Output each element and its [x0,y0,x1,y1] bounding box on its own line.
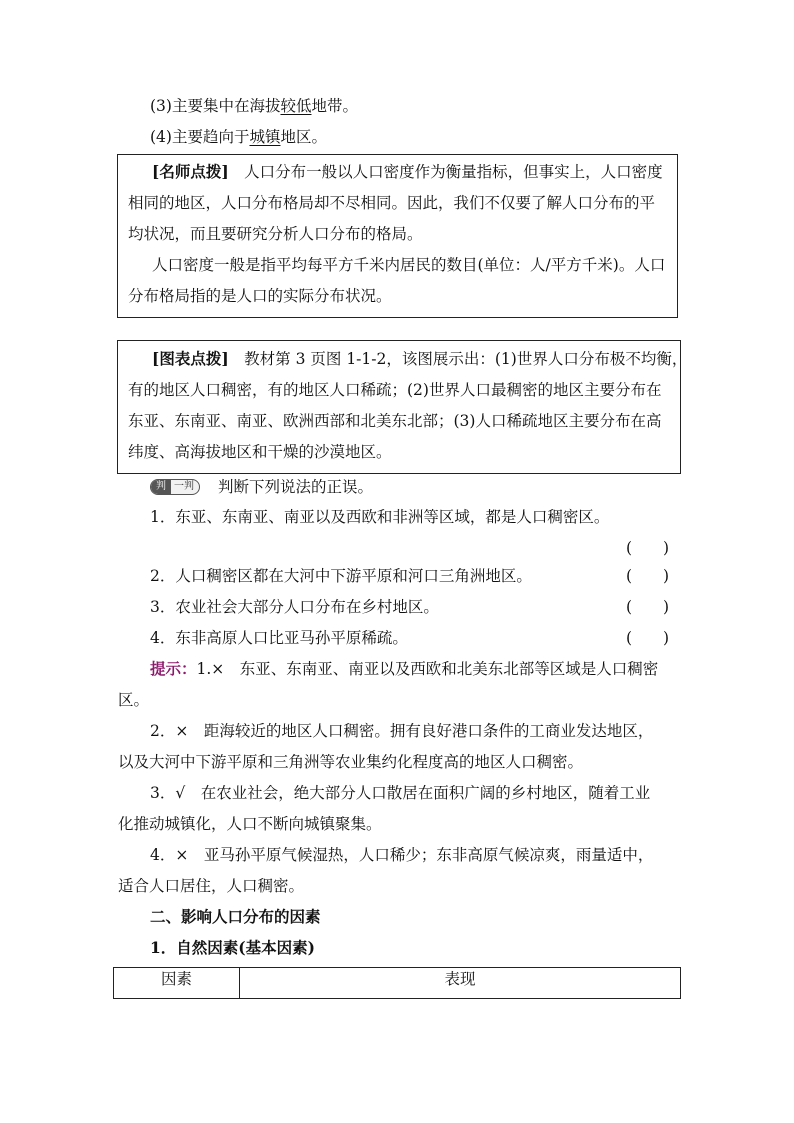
summary-item-3-text: (3)主要集中在海拔 [150,97,281,115]
summary-item-4-text: (4)主要趋向于 [150,128,250,146]
chart-tip-line-1 [152,349,687,369]
teacher-tip-box [117,154,678,318]
summary-item-4-end: 地区。 [280,128,327,146]
answer-1-line-2: 区。 [118,691,150,709]
factor-table [113,967,681,999]
chart-tip-line-2: 有的地区人口稠密，有的地区人口稀疏；(2)世界人口最稠密的地区主要分布在 [128,381,662,399]
chart-tip-text-1: 教材第 3 页图 1-1-2，该图展示出：(1)世界人口分布极不均衡， [228,350,688,368]
answer-4-line-1: 4．× 亚马孙平原气候湿热，人口稀少；东非高原气候凉爽，雨量适中， [150,846,654,864]
hint-label: 提示： [150,659,197,678]
judge-badge-text: 一判 [174,481,194,492]
judge-question-4: 4．东非高原人口比亚马孙平原稀疏。 [150,629,408,647]
judge-question-3: 3．农业社会大部分人口分布在乡村地区。 [150,598,439,616]
judge-answer-blank-1: ( ) [626,539,670,557]
answer-4-line-2: 适合人口居住，人口稠密。 [118,877,305,895]
judge-answer-blank-2: ( ) [626,567,670,585]
judge-question-1: 1．东亚、东南亚、南亚以及西欧和非洲等区域，都是人口稠密区。 [150,508,610,526]
summary-item-3-keyword: 较低 [280,97,312,115]
summary-item-4 [150,127,327,147]
teacher-tip-line-5: 分布格局指的是人口的实际分布状况。 [128,287,392,305]
judge-question-2: 2．人口稠密区都在大河中下游平原和河口三角洲地区。 [150,567,532,585]
answer-3-line-1: 3．√ 在农业社会，绝大部分人口散居在面积广阔的乡村地区，随着工业 [150,784,651,802]
answer-2-line-1: 2．× 距海较近的地区人口稠密。拥有良好港口条件的工商业发达地区， [150,722,654,740]
answer-1-line-1 [150,659,658,679]
answer-2-line-2: 以及大河中下游平原和三角洲等农业集约化程度高的地区人口稠密。 [118,753,584,771]
section-subheading: 1．自然因素(基本因素) [150,938,315,957]
teacher-tip-line-4: 人口密度一般是指平均每平方千米内居民的数目(单位：人/平方千米)。人口 [152,256,666,274]
answer-3-line-2: 化推动城镇化，人口不断向城镇聚集。 [118,815,382,833]
table-header-factor: 因素 [114,968,240,999]
teacher-tip-line-2: 相同的地区，人口分布格局却不尽相同。因此，我们不仅要了解人口分布的平 [128,194,656,212]
table-header-row [114,968,681,999]
judge-intro: 判断下列说法的正误。 [218,478,374,496]
summary-item-3 [150,96,358,116]
answer-1-text: 1.× 东亚、东南亚、南亚以及西欧和北美东北部等区域是人口稠密 [196,660,659,678]
summary-item-3-end: 地带。 [311,97,358,115]
summary-item-4-keyword: 城镇 [249,128,281,146]
judge-answer-blank-4: ( ) [626,629,670,647]
table-header-performance: 表现 [240,968,681,999]
chart-tip-line-3: 东亚、东南亚、南亚、欧洲西部和北美东北部；(3)人口稀疏地区主要分布在高 [128,412,662,430]
judge-badge-char: 判 [151,480,171,494]
teacher-tip-tag: [名师点拨] [152,162,229,181]
chart-tip-tag: [图表点拨] [152,349,229,368]
section-heading: 二、影响人口分布的因素 [150,907,321,926]
teacher-tip-line-1 [152,162,663,182]
judge-answer-blank-3: ( ) [626,598,670,616]
chart-tip-box [117,340,688,474]
teacher-tip-line-3: 均状况，而且要研究分析人口分布的格局。 [128,225,423,243]
judge-badge-icon [150,479,200,495]
chart-tip-line-4: 纬度、高海拔地区和干燥的沙漠地区。 [128,443,392,461]
teacher-tip-text-1: 人口分布一般以人口密度作为衡量指标，但事实上，人口密度 [228,163,663,181]
